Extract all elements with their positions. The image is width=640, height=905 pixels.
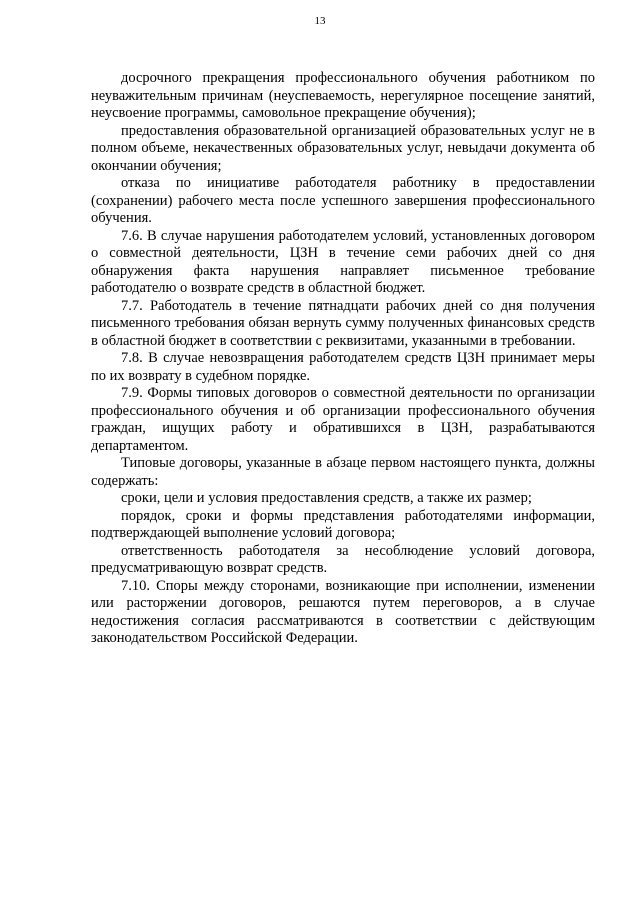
paragraph-7-9: 7.9. Формы типовых договоров о совместной деятельности по организации профессионального обучения и об организации профессионального обучения граждан, ищущих работу и обратившихся в ЦЗН, разрабатываются департаментом. (91, 385, 595, 454)
paragraph-employer-refusal: отказа по инициативе работодателя работнику в предоставлении (сохранении) рабочего места после успешного завершения профессионального обучения. (91, 175, 595, 226)
paragraph-7-7: 7.7. Работодатель в течение пятнадцати рабочих дней со дня получения письменного требования обязан вернуть сумму полученных финансовых средств в областной бюджет в соответствии с реквизитами, указанными в требовании. (91, 297, 595, 349)
page-number: 13 (314, 15, 326, 27)
paragraph-reporting-procedure: порядок, сроки и формы представления работодателями информации, подтверждающей выполнение условий договора; (91, 507, 595, 541)
paragraph-terms-goals: сроки, цели и условия предоставления средств, а также их размер; (121, 490, 532, 506)
paragraph-7-10: 7.10. Споры между сторонами, возникающие при исполнении, изменении или расторжении договоров, решаются путем переговоров, а в случае недостижения согласия рассматриваются в соответствии с действующим законодательством Российской Федерации. (91, 577, 595, 646)
paragraph-incomplete-services: предоставления образовательной организацией образовательных услуг не в полном объеме, некачественных образовательных услуг, невыдачи документа об окончании обучения; (91, 122, 595, 174)
paragraph-7-8: 7.8. В случае невозвращения работодателем средств ЦЗН принимает меры по их возврату в судебном порядке. (91, 350, 595, 384)
paragraph-early-termination: досрочного прекращения профессионального обучения работником по неуважительным причинам (неуспеваемость, нерегулярное посещение занятий, неусвоение программы, самовольное прекращение обучения); (91, 70, 595, 121)
document-body (91, 70, 595, 648)
paragraph-7-6: 7.6. В случае нарушения работодателем условий, установленных договором о совместной деятельности, ЦЗН в течение семи рабочих дней со дня обнаружения факта нарушения направляет письменное требование работодателю о возврате средств в областной бюджет. (91, 227, 595, 296)
paragraph-typical-contracts: Типовые договоры, указанные в абзаце первом настоящего пункта, должны содержать: (91, 455, 595, 489)
paragraph-employer-liability: ответственность работодателя за несоблюдение условий договора, предусматривающую возврат средств. (91, 542, 595, 576)
